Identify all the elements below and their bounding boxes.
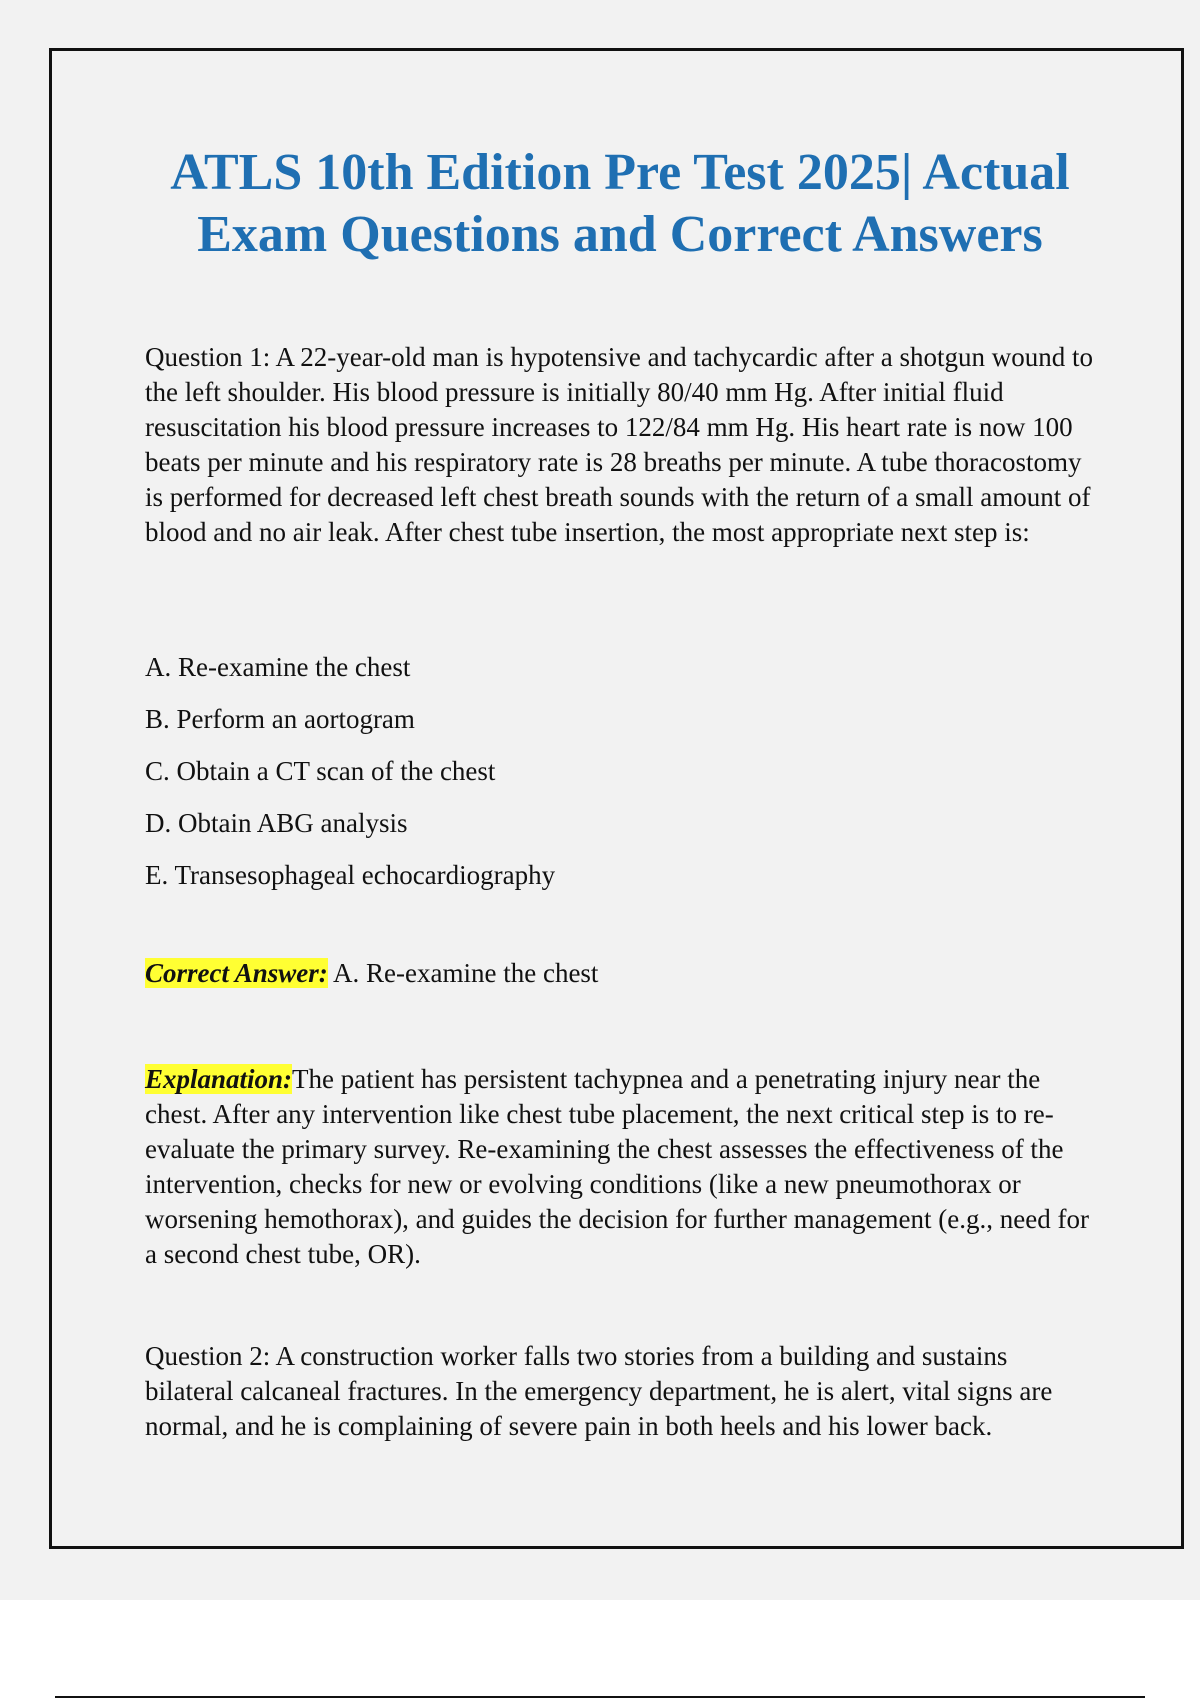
correct-answer-value: A. Re-examine the chest bbox=[333, 958, 599, 988]
explanation bbox=[145, 1062, 1100, 1272]
document-title: ATLS 10th Edition Pre Test 2025| Actual Exam Questions and Correct Answers bbox=[170, 144, 1070, 263]
explanation-label: Explanation: bbox=[145, 1064, 293, 1094]
explanation-text: The patient has persistent tachypnea and a penetrating injury near the chest. After any intervention like chest tube placement, the next critical step is to re-evaluate the primary survey. Re-examining the chest assesses the effectiveness of the intervention, checks for new or evolving conditions (like a new pneumothorax or worsening hemothorax), and guides the decision for further management (e.g., need for a second chest tube, OR). bbox=[145, 1064, 1089, 1269]
question-1-text: Question 1: A 22-year-old man is hypotensive and tachycardic after a shotgun wound to the left shoulder. His blood pressure is initially 80/40 mm Hg. After initial fluid resuscitation his blood pressure increases to 122/84 mm Hg. His heart rate is now 100 beats per minute and his respiratory rate is 28 breaths per minute. A tube thoracostomy is performed for decreased left chest breath sounds with the return of a small amount of blood and no air leak. After chest tube insertion, the most appropriate next step is: bbox=[145, 342, 1093, 547]
footer-rule bbox=[55, 1696, 1145, 1698]
option-a: A. Re-examine the chest bbox=[145, 652, 411, 682]
option-d: D. Obtain ABG analysis bbox=[145, 808, 408, 838]
question-2-text: Question 2: A construction worker falls two stories from a building and sustains bilateral calcaneal fractures. In the emergency department, he is alert, vital signs are normal, and he is complaining of severe pain in both heels and his lower back. bbox=[145, 1341, 1053, 1441]
option-b: B. Perform an aortogram bbox=[145, 704, 415, 734]
correct-answer-label: Correct Answer: bbox=[145, 958, 328, 988]
option-e: E. Transesophageal echocardiography bbox=[145, 860, 556, 890]
option-c: C. Obtain a CT scan of the chest bbox=[145, 756, 496, 786]
correct-answer bbox=[145, 956, 598, 991]
question-1-options bbox=[145, 650, 555, 910]
